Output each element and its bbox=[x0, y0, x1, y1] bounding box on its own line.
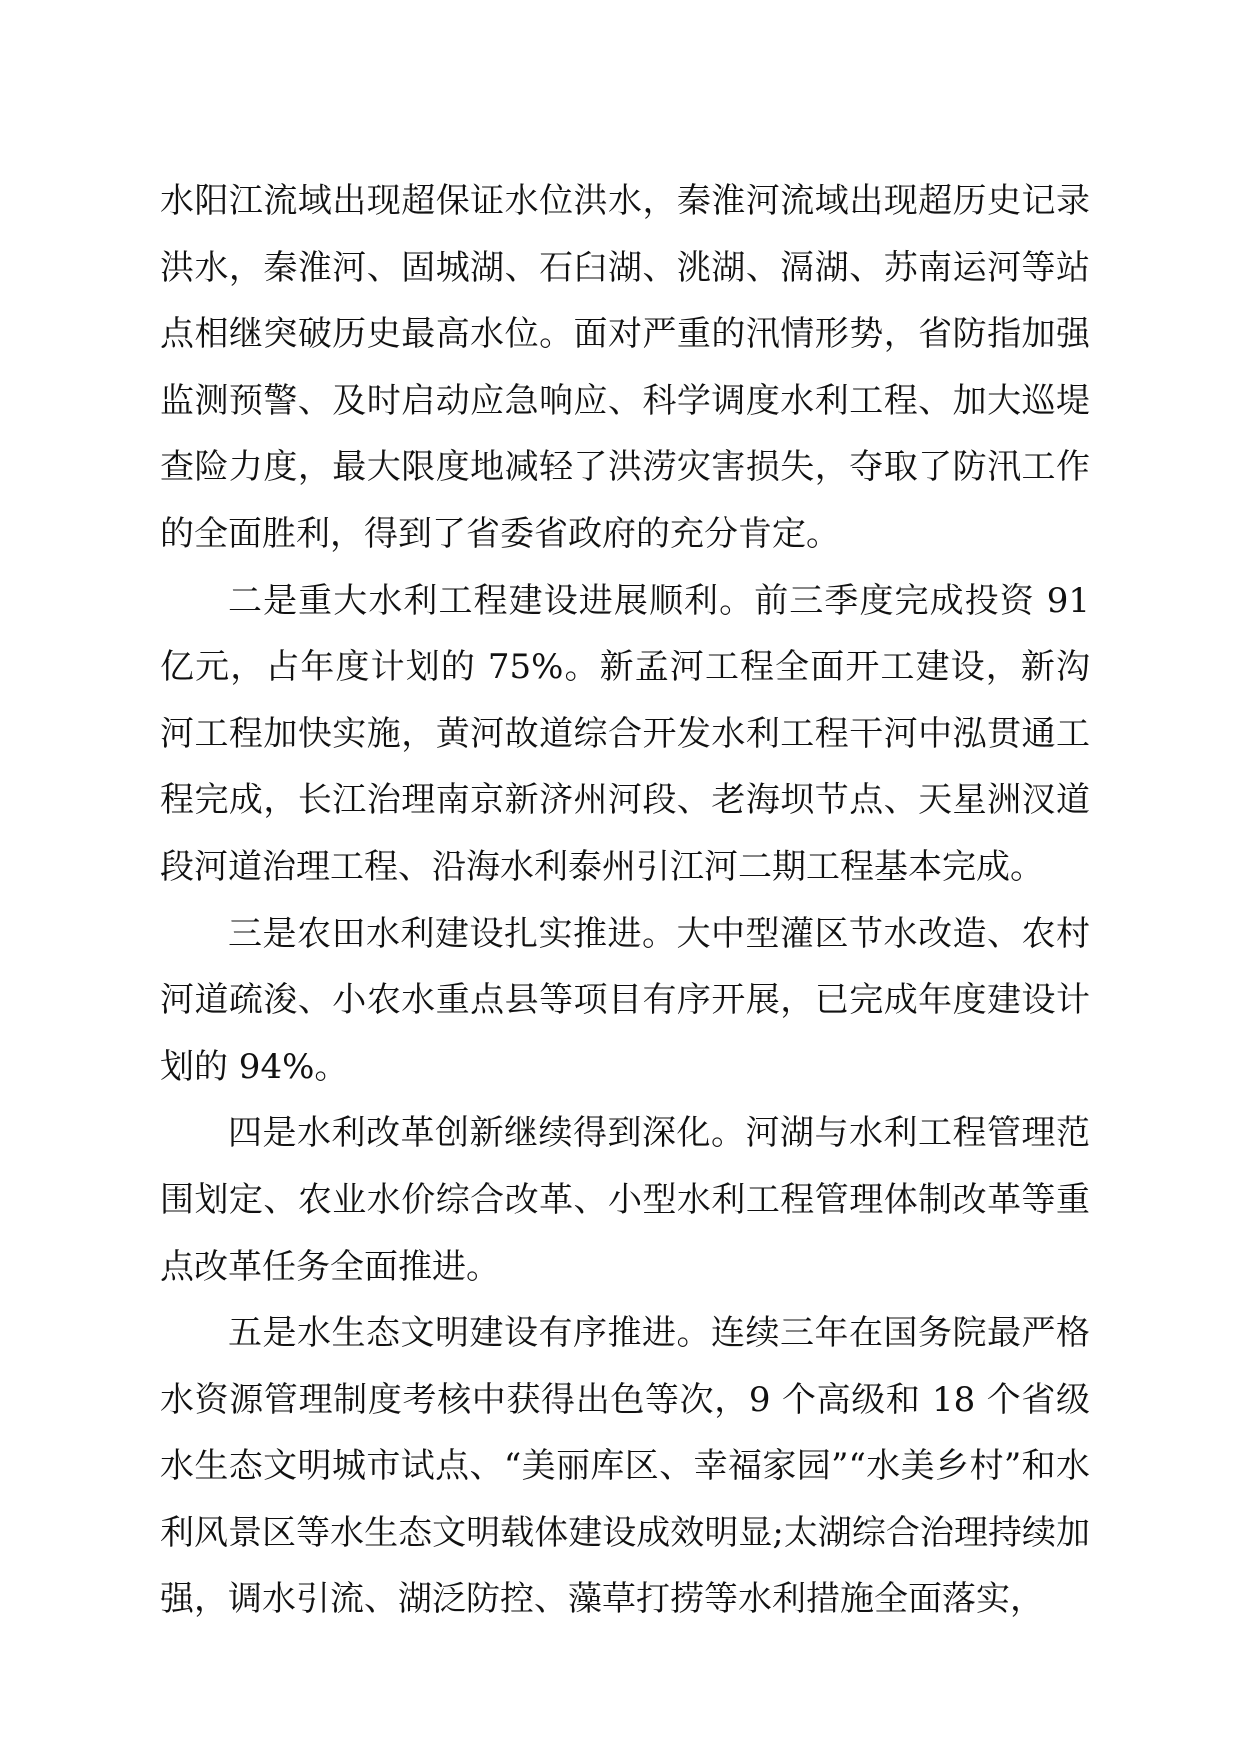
paragraph-water-ecology: 五是水生态文明建设有序推进。连续三年在国务院最严格水资源管理制度考核中获得出色等次，9 个高级和 18 个省级水生态文明城市试点、“美丽库区、幸福家园”“水美乡村”和水利风景区等水生态文明载体建设成效明显;太湖综合治理持续加强，调水引流、湖泛防控、藻草打捞等水利措施全面落实， bbox=[160, 1313, 1090, 1620]
paragraph-flood-summary: 水阳江流域出现超保证水位洪水，秦淮河流域出现超历史记录洪水，秦淮河、固城湖、石臼湖、洮湖、滆湖、苏南运河等站点相继突破历史最高水位。面对严重的汛情形势，省防指加强监测预警、及时启动应急响应、科学调度水利工程、加大巡堤查险力度，最大限度地减轻了洪涝灾害损失，夺取了防汛工作的全面胜利，得到了省委省政府的充分肯定。 bbox=[160, 181, 1090, 554]
paragraph-farmland-water: 三是农田水利建设扎实推进。大中型灌区节水改造、农村河道疏浚、小农水重点县等项目有序开展，已完成年度建设计划的 94%。 bbox=[160, 913, 1090, 1087]
paragraph-major-projects: 二是重大水利工程建设进展顺利。前三季度完成投资 91 亿元，占年度计划的 75%。新孟河工程全面开工建设，新沟河工程加快实施，黄河故道综合开发水利工程干河中泓贯通工程完成，长江治理南京新济州河段、老海坝节点、天星洲汊道段河道治理工程、沿海水利泰州引江河二期工程基本完成。 bbox=[160, 580, 1090, 887]
document-body bbox=[160, 168, 1090, 1633]
paragraph-reform: 四是水利改革创新继续得到深化。河湖与水利工程管理范围划定、农业水价综合改革、小型水利工程管理体制改革等重点改革任务全面推进。 bbox=[160, 1113, 1090, 1287]
